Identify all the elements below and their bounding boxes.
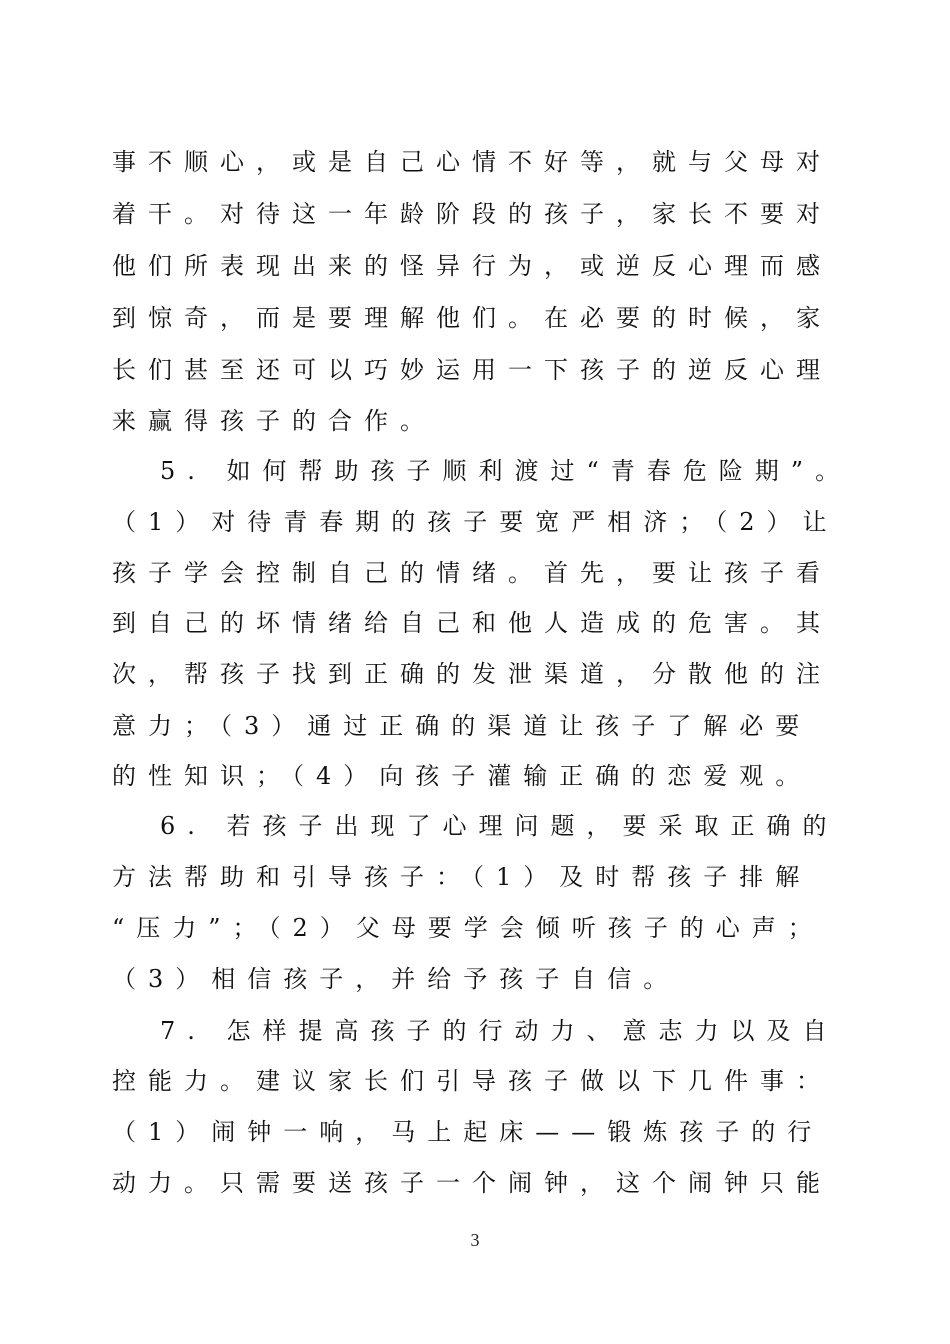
- text-line: 事不顺心，或是自己心情不好等，就与父母对: [112, 148, 832, 176]
- text-line: 来赢得孩子的合作。: [112, 407, 436, 435]
- section-heading-5: 5. 如何帮助孩子顺利渡过“青春危险期”。: [160, 457, 852, 485]
- text-line: 他们所表现出来的怪异行为，或逆反心理而感: [112, 252, 832, 280]
- text-line: （3）相信孩子，并给予孩子自信。: [112, 965, 680, 993]
- text-line: 的性知识；（4）向孩子灌输正确的恋爱观。: [112, 762, 812, 790]
- text-line: 长们甚至还可以巧妙运用一下孩子的逆反心理: [112, 356, 832, 384]
- text-line: “压力”；（2）父母要学会倾听孩子的心声；: [112, 914, 824, 942]
- text-line: 动力。只需要送孩子一个闹钟，这个闹钟只能: [112, 1169, 832, 1197]
- section-heading-7: 7. 怎样提高孩子的行动力、意志力以及自: [160, 1017, 839, 1045]
- text-line: 到自己的坏情绪给自己和他人造成的危害。其: [112, 609, 832, 637]
- text-line: （1）闹钟一响，马上起床——锻炼孩子的行: [112, 1118, 824, 1146]
- text-line: 着干。对待这一年龄阶段的孩子，家长不要对: [112, 200, 832, 228]
- text-line: 到惊奇，而是要理解他们。在必要的时候，家: [112, 304, 832, 332]
- text-line: 意力；（3）通过正确的渠道让孩子了解必要: [112, 712, 812, 740]
- text-line: 方法帮助和引导孩子：（1）及时帮孩子排解: [112, 863, 812, 891]
- text-line: （1）对待青春期的孩子要宽严相济；（2）让: [112, 508, 839, 536]
- text-line: 次，帮孩子找到正确的发泄渠道，分散他的注: [112, 660, 832, 688]
- section-heading-6: 6. 若孩子出现了心理问题，要采取正确的: [160, 812, 839, 840]
- text-line: 控能力。建议家长们引导孩子做以下几件事：: [112, 1067, 832, 1095]
- page-number: 3: [470, 1230, 480, 1250]
- text-line: 孩子学会控制自己的情绪。首先，要让孩子看: [112, 559, 832, 587]
